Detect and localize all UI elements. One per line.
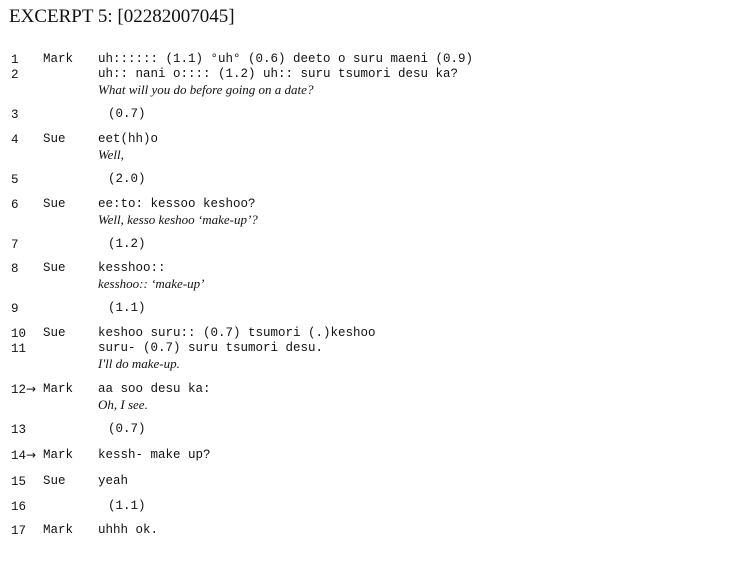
transcript-line	[0, 421, 732, 437]
line-number: 17	[11, 524, 27, 538]
utterance-text: kessh- make up?	[98, 448, 211, 462]
line-number: 3	[11, 108, 19, 122]
transcript-line	[0, 236, 732, 252]
translation-gloss: I'll do make-up.	[98, 356, 180, 371]
pause-duration: (1.2)	[108, 237, 146, 251]
arrow-icon: →	[26, 382, 37, 396]
speaker-label: Sue	[43, 474, 66, 488]
utterance-text: aa soo desu ka:	[98, 382, 211, 396]
transcript-line	[0, 66, 732, 82]
transcript-line	[0, 381, 732, 397]
transcript-line	[0, 447, 732, 463]
utterance-text: uh:::::: (1.1) °uh° (0.6) deeto o suru maeni (0.9)	[98, 52, 474, 66]
pause-duration: (0.7)	[108, 422, 146, 436]
transcript-line	[0, 51, 732, 67]
speaker-label: Sue	[43, 261, 66, 275]
speaker-label: Mark	[43, 382, 74, 396]
utterance-text: kesshoo::	[98, 261, 166, 275]
translation-gloss: Well, kesso keshoo ‘make-up’?	[98, 212, 258, 227]
transcript-line	[0, 498, 732, 514]
line-number: 13	[11, 423, 27, 437]
translation-gloss: kesshoo:: ‘make-up’	[98, 276, 205, 291]
utterance-text: eet(hh)o	[98, 132, 159, 146]
transcript-line	[0, 300, 732, 316]
line-number: 2	[11, 68, 19, 82]
transcript-line	[0, 473, 732, 489]
translation-gloss: Oh, I see.	[98, 397, 148, 412]
utterance-text: ee:to: kessoo keshoo?	[98, 197, 256, 211]
transcript-line	[0, 171, 732, 187]
speaker-label: Sue	[43, 132, 66, 146]
line-number: 10	[11, 327, 27, 341]
utterance-text: uh:: nani o:::: (1.2) uh:: suru tsumori desu ka?	[98, 67, 459, 81]
pause-duration: (1.1)	[108, 301, 146, 315]
pause-duration: (2.0)	[108, 172, 146, 186]
speaker-label: Sue	[43, 326, 66, 340]
pause-duration: (0.7)	[108, 107, 146, 121]
utterance-text: keshoo suru:: (0.7) tsumori (.)keshoo	[98, 326, 376, 340]
utterance-text: suru- (0.7) suru tsumori desu.	[98, 341, 324, 355]
translation-gloss: Well,	[98, 147, 124, 162]
speaker-label: Mark	[43, 52, 74, 66]
speaker-label: Sue	[43, 197, 66, 211]
arrow-icon: →	[26, 448, 37, 462]
speaker-label: Mark	[43, 448, 74, 462]
line-number: 11	[11, 342, 27, 356]
utterance-text: yeah	[98, 474, 129, 488]
line-number: 5	[11, 173, 19, 187]
excerpt-title: EXCERPT 5: [02282007045]	[9, 6, 235, 27]
transcript-line	[0, 131, 732, 147]
transcript-line	[0, 522, 732, 538]
line-number: 9	[11, 302, 19, 316]
pause-duration: (1.1)	[108, 499, 146, 513]
utterance-text: uhhh ok.	[98, 523, 159, 537]
line-number: 15	[11, 475, 27, 489]
line-number: 1	[11, 53, 19, 67]
line-number: 8	[11, 262, 19, 276]
line-number: 4	[11, 133, 19, 147]
translation-gloss: What will you do before going on a date?	[98, 82, 314, 97]
line-number: 12	[11, 383, 27, 397]
transcript-line	[0, 325, 732, 341]
speaker-label: Mark	[43, 523, 74, 537]
transcript-line	[0, 340, 732, 356]
line-number: 7	[11, 238, 19, 252]
line-number: 16	[11, 500, 27, 514]
transcript-line	[0, 196, 732, 212]
transcript-line	[0, 106, 732, 122]
transcript-line	[0, 260, 732, 276]
line-number: 6	[11, 198, 19, 212]
line-number: 14	[11, 449, 27, 463]
